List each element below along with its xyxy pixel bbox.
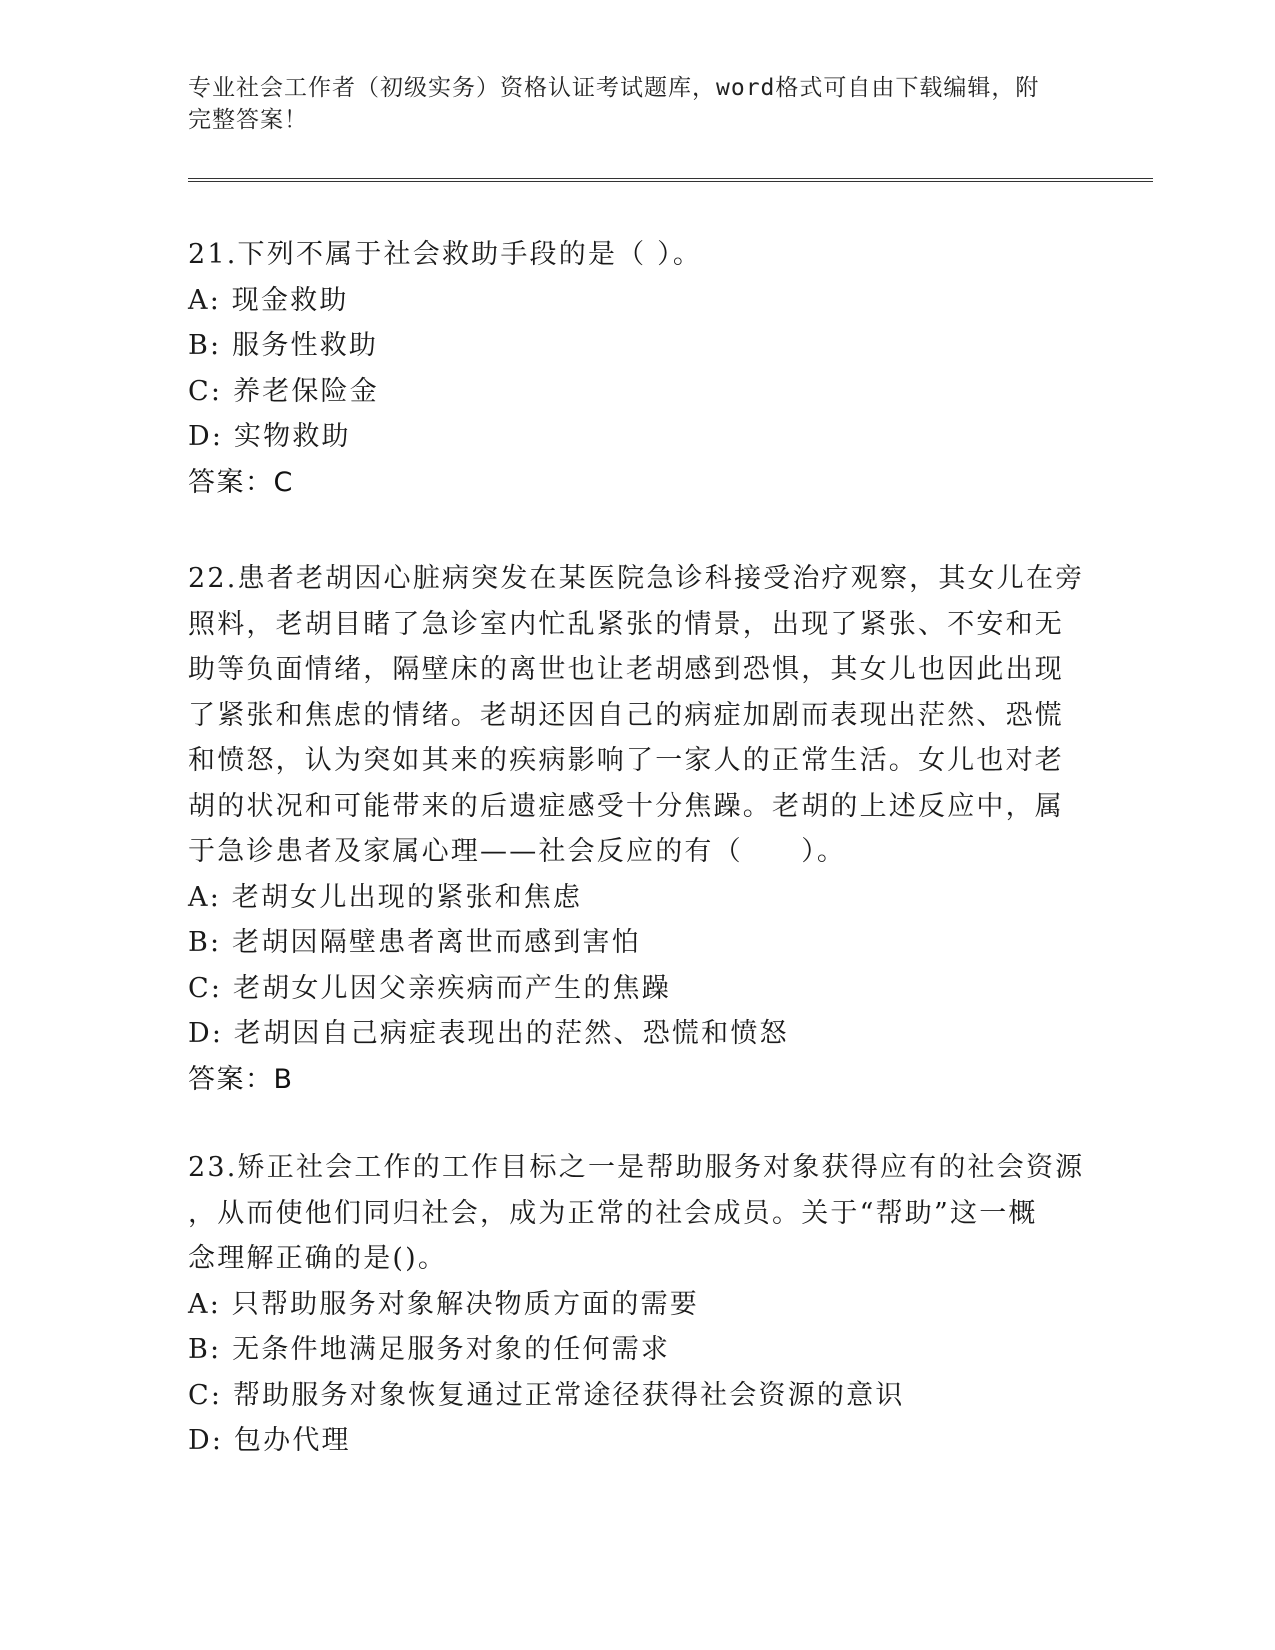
option-c: C: 养老保险金 <box>188 375 379 407</box>
option-d: D: 老胡因自己病症表现出的茫然、恐慌和愤怒 <box>188 1018 789 1049</box>
question-stem-line: 助等负面情绪，隔壁床的离世也让老胡感到恐惧，其女儿也因此出现 <box>188 654 1064 685</box>
question-stem-line: 和愤怒，认为突如其来的疾病影响了一家人的正常生活。女儿也对老 <box>188 745 1064 776</box>
question-stem-line: 22.患者老胡因心脏病突发在某医院急诊科接受治疗观察，其女儿在旁 <box>188 563 1085 594</box>
header-divider <box>188 178 1153 182</box>
option-d: D: 包办代理 <box>188 1425 351 1456</box>
header-line-2: 完整答案！ <box>188 107 308 133</box>
option-a: A: 只帮助服务对象解决物质方面的需要 <box>188 1288 699 1320</box>
page-header <box>188 72 1088 136</box>
answer-line: 答案：C <box>188 466 294 498</box>
header-line-1: 专业社会工作者（初级实务）资格认证考试题库，word格式可自由下载编辑，附 <box>188 75 1040 101</box>
option-b: B: 服务性救助 <box>188 330 379 361</box>
question-stem-line: 21.下列不属于社会救助手段的是（ ）。 <box>188 239 703 270</box>
question-21 <box>188 232 1088 505</box>
question-stem-line: 了紧张和焦虑的情绪。老胡还因自己的病症加剧而表现出茫然、恐慌 <box>188 699 1064 731</box>
question-stem-line: 念理解正确的是()。 <box>188 1243 448 1274</box>
option-c: C: 老胡女儿因父亲疾病而产生的焦躁 <box>188 972 671 1004</box>
question-stem-line: 照料，老胡目睹了急诊室内忙乱紧张的情景，出现了紧张、不安和无 <box>188 608 1064 640</box>
option-a: A: 老胡女儿出现的紧张和焦虑 <box>188 881 583 913</box>
question-stem-line: 于急诊患者及家属心理——社会反应的有（ ）。 <box>188 836 847 867</box>
option-b: B: 无条件地满足服务对象的任何需求 <box>188 1334 671 1365</box>
question-stem-line: 胡的状况和可能带来的后遗症感受十分焦躁。老胡的上述反应中，属 <box>188 790 1064 822</box>
option-a: A: 现金救助 <box>188 284 349 316</box>
option-c: C: 帮助服务对象恢复通过正常途径获得社会资源的意识 <box>188 1379 905 1411</box>
answer-line: 答案：B <box>188 1063 294 1095</box>
question-stem-line: ，从而使他们同归社会，成为正常的社会成员。关于“帮助”这一概 <box>188 1197 1038 1229</box>
option-d: D: 实物救助 <box>188 421 351 452</box>
question-stem-line: 23.矫正社会工作的工作目标之一是帮助服务对象获得应有的社会资源 <box>188 1152 1085 1183</box>
option-b: B: 老胡因隔壁患者离世而感到害怕 <box>188 927 641 958</box>
question-23 <box>188 1145 1088 1464</box>
question-22 <box>188 556 1088 1102</box>
